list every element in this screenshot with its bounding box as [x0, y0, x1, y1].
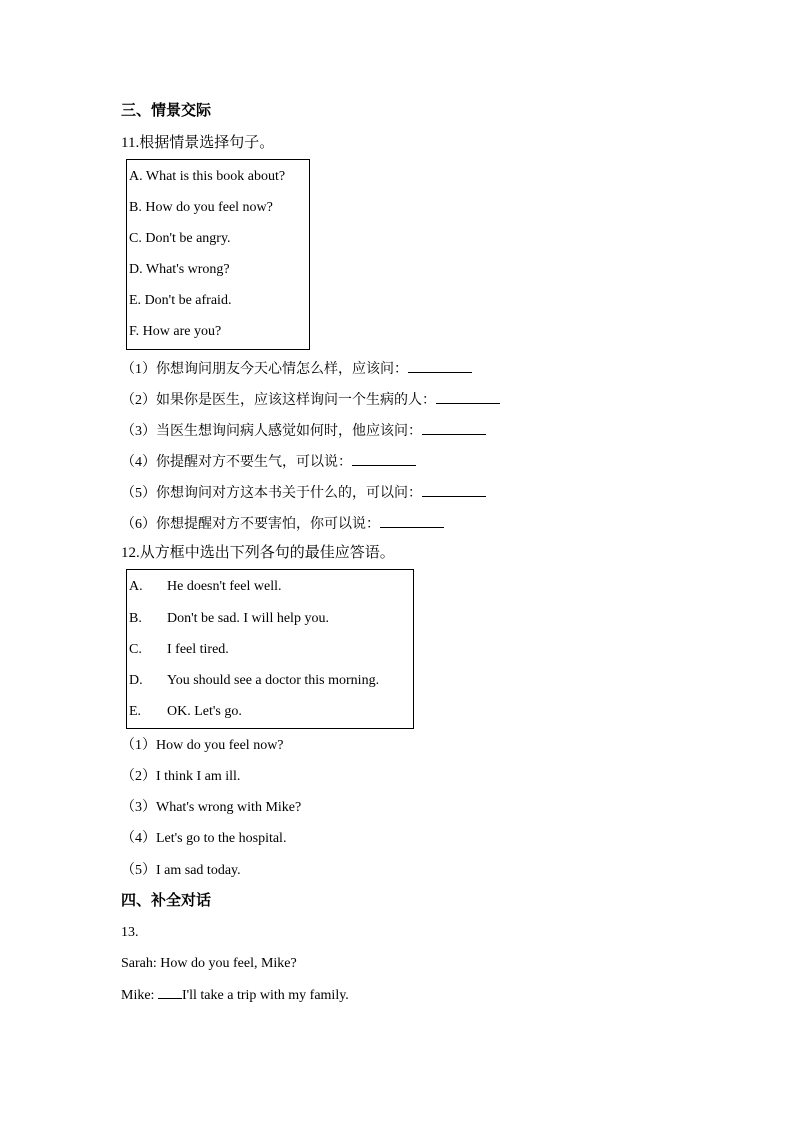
option-text: Don't be angry. [145, 231, 231, 246]
question-12-item-5 [121, 861, 241, 881]
question-11-stem: 11.根据情景选择句子。 [121, 135, 275, 151]
answer-blank[interactable] [422, 420, 486, 435]
dialogue-text: How do you feel, Mike? [160, 956, 297, 971]
item-number: （1） [121, 738, 156, 753]
option-letter: C. [129, 642, 142, 657]
option-c [129, 229, 231, 249]
answer-blank[interactable] [408, 358, 472, 373]
option-f [129, 322, 221, 342]
option-text: How do you feel now? [145, 200, 273, 215]
answer-blank[interactable] [436, 389, 500, 404]
option-letter: B. [129, 611, 142, 626]
item-number: （5） [121, 486, 156, 501]
dialogue-text: I'll take a trip with my family. [181, 988, 349, 1003]
speaker-name: Sarah: [121, 956, 157, 971]
option-text: What is this book about? [145, 169, 286, 184]
item-number: （2） [121, 393, 156, 408]
option-text: Don't be sad. I will help you. [167, 611, 329, 626]
question-12-item-4 [121, 829, 286, 849]
option-b [129, 609, 329, 629]
question-12-stem: 12.从方框中选出下列各句的最佳应答语。 [121, 545, 395, 561]
option-letter: A. [129, 579, 143, 594]
item-number: （3） [121, 800, 156, 815]
option-text: Don't be afraid. [144, 293, 232, 308]
item-number: （4） [121, 831, 156, 846]
item-text: 你想提醒对方不要害怕，你可以说： [156, 517, 380, 532]
option-text: What's wrong? [145, 262, 230, 277]
question-11-item-1 [121, 358, 472, 380]
option-e [129, 702, 242, 722]
option-b [129, 198, 273, 218]
question-11-item-2 [121, 389, 500, 411]
section-3-heading: 三、情景交际 [121, 103, 212, 119]
option-a [129, 167, 285, 187]
answer-blank[interactable] [352, 451, 416, 466]
option-letter: F. [129, 324, 140, 339]
item-text: I think I am ill. [156, 769, 241, 784]
option-text: OK. Let's go. [167, 704, 242, 719]
option-d [129, 260, 230, 280]
question-12-item-1 [121, 736, 284, 756]
option-letter: E. [129, 704, 142, 719]
item-number: （5） [121, 863, 156, 878]
option-text: He doesn't feel well. [167, 579, 282, 594]
item-text: I am sad today. [156, 863, 241, 878]
option-letter: D. [129, 262, 143, 277]
option-a [129, 577, 281, 597]
option-letter: B. [129, 200, 142, 215]
speaker-name: Mike: [121, 988, 155, 1003]
option-c [129, 640, 229, 660]
option-text: How are you? [142, 324, 222, 339]
item-text: Let's go to the hospital. [156, 831, 287, 846]
question-12-options-box [126, 569, 414, 729]
question-11-item-5 [121, 482, 486, 504]
section-4-heading: 四、补全对话 [121, 893, 212, 909]
answer-blank[interactable] [158, 985, 182, 999]
option-letter: A. [129, 169, 143, 184]
option-text: I feel tired. [167, 642, 229, 657]
option-e [129, 291, 231, 311]
option-letter: C. [129, 231, 142, 246]
question-11-item-4 [121, 451, 416, 473]
item-number: （6） [121, 517, 156, 532]
item-text: 你想询问朋友今天心情怎么样，应该问： [156, 362, 408, 377]
answer-blank[interactable] [422, 482, 486, 497]
question-12-item-2 [121, 767, 240, 787]
dialogue-line-1 [121, 954, 297, 974]
item-number: （2） [121, 769, 156, 784]
option-letter: E. [129, 293, 142, 308]
question-11-item-3 [121, 420, 486, 442]
question-12-item-3 [121, 798, 301, 818]
item-text: How do you feel now? [156, 738, 284, 753]
item-number: （4） [121, 455, 156, 470]
item-number: （3） [121, 424, 156, 439]
item-text: 如果你是医生，应该这样询问一个生病的人： [156, 393, 436, 408]
item-text: What's wrong with Mike? [156, 800, 302, 815]
dialogue-line-2 [121, 985, 349, 1006]
item-number: （1） [121, 362, 156, 377]
question-11-item-6 [121, 513, 444, 535]
option-d [129, 671, 379, 691]
item-text: 你提醒对方不要生气，可以说： [156, 455, 352, 470]
option-text: You should see a doctor this morning. [167, 673, 380, 688]
question-13-stem: 13. [121, 925, 139, 940]
answer-blank[interactable] [380, 513, 444, 528]
option-letter: D. [129, 673, 143, 688]
item-text: 当医生想询问病人感觉如何时，他应该问： [156, 424, 422, 439]
item-text: 你想询问对方这本书关于什么的，可以问： [156, 486, 422, 501]
question-11-options-box [126, 159, 310, 350]
